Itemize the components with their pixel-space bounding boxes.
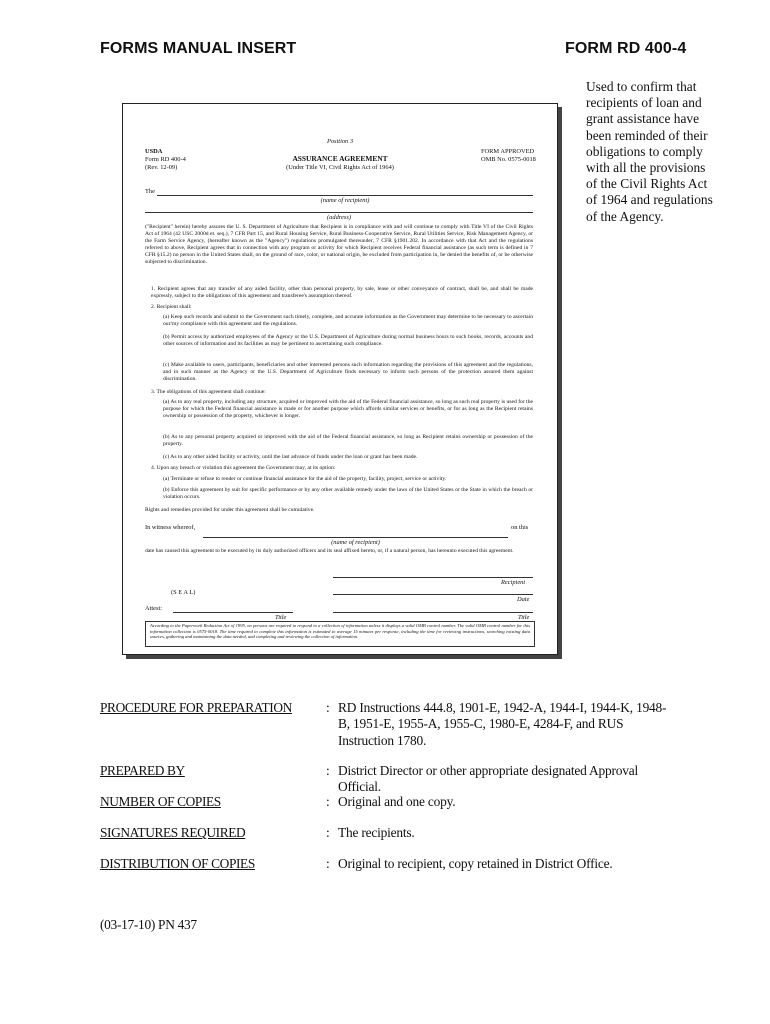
form-item-4b: (b) Enforce this agreement by suit for specific performance or by any other available remedy under the laws of the United States or the State in which the breach or violation occurs. <box>163 487 533 501</box>
form-item-2c: (c) Make available to users, participants, beneficiaries and other interested persons such information regarding the provisions of this agreement and the regulations, and in such manner as the Agency or the U.S. Department of Agriculture finds necessary to inform such persons of the protection assured them against discrimination. <box>163 362 533 383</box>
procedure-value: RD Instructions 444.8, 1901-E, 1942-A, 1944-I, 1944-K, 1948-B, 1951-E, 1955-A, 1955-C, 1980-E, 4284-F, and RUS Instruction 1780. <box>338 700 667 748</box>
signatures-required-value: The recipients. <box>338 825 415 840</box>
recipient-label: Recipient <box>501 579 526 586</box>
prepared-by-colon: : <box>326 763 330 778</box>
form-item-4a: (a) Terminate or refuse to render or continue financial assistance for the aid of the property, facility, project, service or activity. <box>163 476 447 482</box>
recipient-name-caption: (name of recipient) <box>320 197 370 204</box>
form-item-1: 1. Recipient agrees that any transfer of any aided facility, other than personal property, by sale, lease or other conveyance of contract, shall be, and shall be made expressly, subject to the obligations of this agreement and transferee's assumption thereof. <box>151 286 533 300</box>
form-cumulative-note: Rights and remedies provided for under this agreement shall be cumulative. <box>145 507 315 513</box>
number-of-copies-label: NUMBER OF COPIES <box>100 794 221 809</box>
recipient-name-line <box>157 195 533 196</box>
recipient-signature-line <box>333 577 533 578</box>
procedure-label: PROCEDURE FOR PREPARATION <box>100 700 292 715</box>
form-item-2: 2. Recipient shall: <box>151 304 192 310</box>
form-revision: (Rev. 12-09) <box>145 164 178 171</box>
address-caption: (address) <box>327 214 351 221</box>
form-item-4: 4. Upon any breach or violation this agreement the Government may, at its option: <box>151 465 336 471</box>
date-line <box>333 594 533 595</box>
form-omb-number: OMB No. 0575-0018 <box>481 156 536 163</box>
form-position: Position 3 <box>326 138 354 145</box>
number-of-copies-colon: : <box>326 794 330 809</box>
form-item-2b: (b) Permit access by authorized employees of the Agency or the U.S. Department of Agriculture during normal business hours to such books, records, accounts and other sources of information and its facilities as may be pertinent to ascertaining such compliance. <box>163 334 533 348</box>
form-the-label: The <box>145 188 155 195</box>
form-item-2a: (a) Keep such records and submit to the Government such timely, complete, and accurate information as the Government may determine to be necessary to ascertain our/my compliance with this agreement and the regulations. <box>163 314 533 328</box>
date-label: Date <box>517 596 530 603</box>
signer-title-label: Title <box>518 614 530 621</box>
form-subtitle: (Under Title VI, Civil Rights Act of 1964) <box>286 164 394 171</box>
form-item-3b: (b) As to any personal property acquired or improved with the aid of the Federal financial assistance, so long as Recipient retains ownership or possession of the property. <box>163 434 533 448</box>
attest-title-label: Title <box>275 614 287 621</box>
attest-label: Attest: <box>145 605 163 612</box>
form-preview <box>122 103 558 655</box>
distribution-label: DISTRIBUTION OF COPIES <box>100 856 255 871</box>
address-line <box>145 212 533 213</box>
title-line <box>333 612 533 613</box>
paperwork-disclaimer: According to the Paperwork Reduction Act of 1995, no persons are required to respond to a collection of information unless it displays a valid OMB control number. The valid OMB control number for this information collection is 0575-0018. The time required to complete this information is estimated to average 15 minutes per response, including the time for reviewing instructions, searching existing data sources, gathering and maintaining the data needed, and completing and reviewing the collection of information. <box>145 621 535 647</box>
form-number-header: FORM RD 400-4 <box>565 40 687 57</box>
prepared-by-label: PREPARED BY <box>100 763 185 778</box>
distribution-value: Original to recipient, copy retained in District Office. <box>338 856 613 871</box>
form-item-3: 3. The obligations of this agreement shall continue: <box>151 389 266 395</box>
witness-name-line <box>203 537 508 538</box>
on-this-label: on this <box>511 524 529 531</box>
form-title: ASSURANCE AGREEMENT <box>292 154 388 163</box>
seal-label: (S E A L) <box>171 589 196 596</box>
form-agency: USDA <box>145 148 163 155</box>
form-item-3a: (a) As to any real property, including any structure, acquired or improved with the aid of the Federal financial assistance, so long as such real property is used for the purpose for which the Federal financial assistance is made or for another purpose which affords similar services or benefits, or for as long as the Recipient retains ownership or possession of the property, whichever is longer. <box>163 399 533 420</box>
execution-text: date has caused this agreement to be executed by its duly authorized officers and its seal affixed hereto, or, if a natural person, has hereunto executed this agreement. <box>145 548 514 554</box>
prepared-by-value: District Director or other appropriate designated Approval Official. <box>338 763 638 795</box>
attest-line <box>173 612 293 613</box>
procedure-colon: : <box>326 700 330 715</box>
form-intro-paragraph: ("Recipient" herein) hereby assures the U. S. Department of Agriculture that Recipient is in compliance with and will continue to comply with Title VI of the Civil Rights Act of 1964 (42 USC 2000d et. seq.), 7 CFR Part 15, and Rural Housing Service, Rural Business-Cooperative Service, Rural Utilities Service, Risk Management Agency, or the Farm Service Agency, (hereafter known as the "Agency") regulations promulgated thereunder, 7 CFR §1901.202. In accordance with that Act and the regulations referred to above, Recipient agrees that in connection with any program or activity for which Recipient receives Federal financial assistance (as such term is defined in 7 CFR §15.2) no person in the United States shall, on the ground of race, color, or national origin, be excluded from participation in, be denied the benefits of, or be otherwise subjected to discrimination. <box>145 224 533 266</box>
page-footer: (03-17-10) PN 437 <box>100 917 197 932</box>
form-number: Form RD 400-4 <box>145 156 186 163</box>
witness-name-caption: (name of recipient) <box>331 539 380 546</box>
purpose-note: Used to confirm that recipients of loan and grant assistance have been reminded of their obligations to comply with all the provisions of the Civil Rights Act of 1964 and regulations of the Agency. <box>586 79 713 224</box>
signatures-required-colon: : <box>326 825 330 840</box>
form-item-3c: (c) As to any other aided facility or activity, until the last advance of funds under the loan or grant has been made. <box>163 454 418 460</box>
witness-label: In witness whereof, <box>145 524 196 531</box>
manual-insert-header: FORMS MANUAL INSERT <box>100 40 297 57</box>
distribution-colon: : <box>326 856 330 871</box>
number-of-copies-value: Original and one copy. <box>338 794 456 809</box>
signatures-required-label: SIGNATURES REQUIRED <box>100 825 246 840</box>
form-approved: FORM APPROVED <box>481 148 535 155</box>
